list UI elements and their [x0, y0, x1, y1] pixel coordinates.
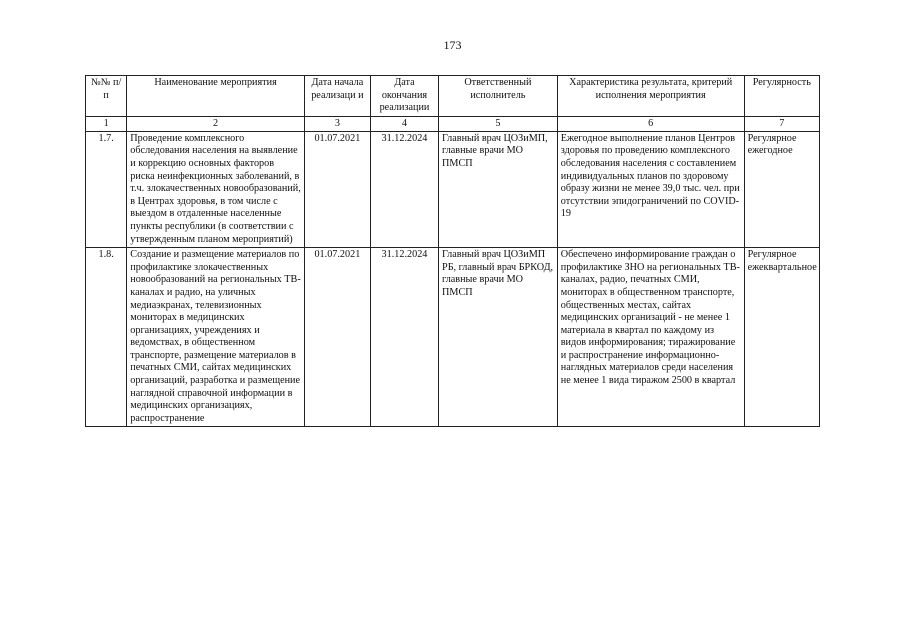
header-activity-name: Наименование мероприятия	[127, 76, 305, 117]
end-date: 31.12.2024	[370, 131, 438, 247]
responsible-executor: Главный врач ЦОЗиМП РБ, главный врач БРКОД, главные врачи МО ПМСП	[439, 248, 558, 427]
page-number: 173	[443, 38, 462, 52]
table-row	[86, 248, 820, 427]
result-description: Обеспечено информирование граждан о профилактике ЗНО на региональных ТВ-каналах, радио, печатных СМИ, мониторах в общественном транспорте, общественных местах, сайтах медицинских организаций - не менее 1 материала в квартал по каждому из видов информирования; тиражирование и распространение информационно-наглядных материалов среди населения не менее 1 вида тиражом 2500 в квартал	[557, 248, 744, 427]
activity-name: Проведение комплексного обследования населения на выявление и коррекцию основных факторов риска неинфекционных заболеваний, в т.ч. злокачественных новообразований, в Центрах здоровья, в том числе с выездом в отдаленные населенные пункты республики (в соответствии с утвержденным планом мероприятий)	[127, 131, 305, 247]
header-result: Характеристика результата, критерий исполнения мероприятия	[557, 76, 744, 117]
column-number: 6	[557, 116, 744, 131]
column-number: 5	[439, 116, 558, 131]
column-number: 7	[744, 116, 819, 131]
regularity: Регулярное ежегодное	[744, 131, 819, 247]
activities-table	[85, 75, 820, 427]
result-description: Ежегодное выполнение планов Центров здоровья по проведению комплексного обследования населения с составлением индивидуальных планов по здоровому образу жизни не менее 39,0 тыс. чел. при отсутствии эпидограничений по COVID-19	[557, 131, 744, 247]
column-number: 3	[304, 116, 370, 131]
end-date: 31.12.2024	[370, 248, 438, 427]
header-number: №№ п/п	[86, 76, 127, 117]
column-number: 1	[86, 116, 127, 131]
header-responsible: Ответственный исполнитель	[439, 76, 558, 117]
column-number: 2	[127, 116, 305, 131]
responsible-executor: Главный врач ЦОЗиМП, главные врачи МО ПМСП	[439, 131, 558, 247]
regularity: Регулярное ежеквартальное	[744, 248, 819, 427]
row-number: 1.8.	[86, 248, 127, 427]
column-number: 4	[370, 116, 438, 131]
table-header-row	[86, 76, 820, 117]
row-number: 1.7.	[86, 131, 127, 247]
activity-name: Создание и размещение материалов по профилактике злокачественных новообразований на региональных ТВ-каналах и радио, на уличных медиаэкранах, телевизионных мониторах в медицинских организациях, учреждениях и ведомствах, в общественном транспорте, размещение материалов в печатных СМИ, сайтах медицинских организаций, разработка и размещение наглядной справочной информации в медицинских организациях, распространение	[127, 248, 305, 427]
column-numbers-row	[86, 116, 820, 131]
header-regularity: Регулярность	[744, 76, 819, 117]
header-end-date: Дата окончания реализации	[370, 76, 438, 117]
start-date: 01.07.2021	[304, 248, 370, 427]
header-start-date: Дата начала реализаци и	[304, 76, 370, 117]
start-date: 01.07.2021	[304, 131, 370, 247]
table-row	[86, 131, 820, 247]
